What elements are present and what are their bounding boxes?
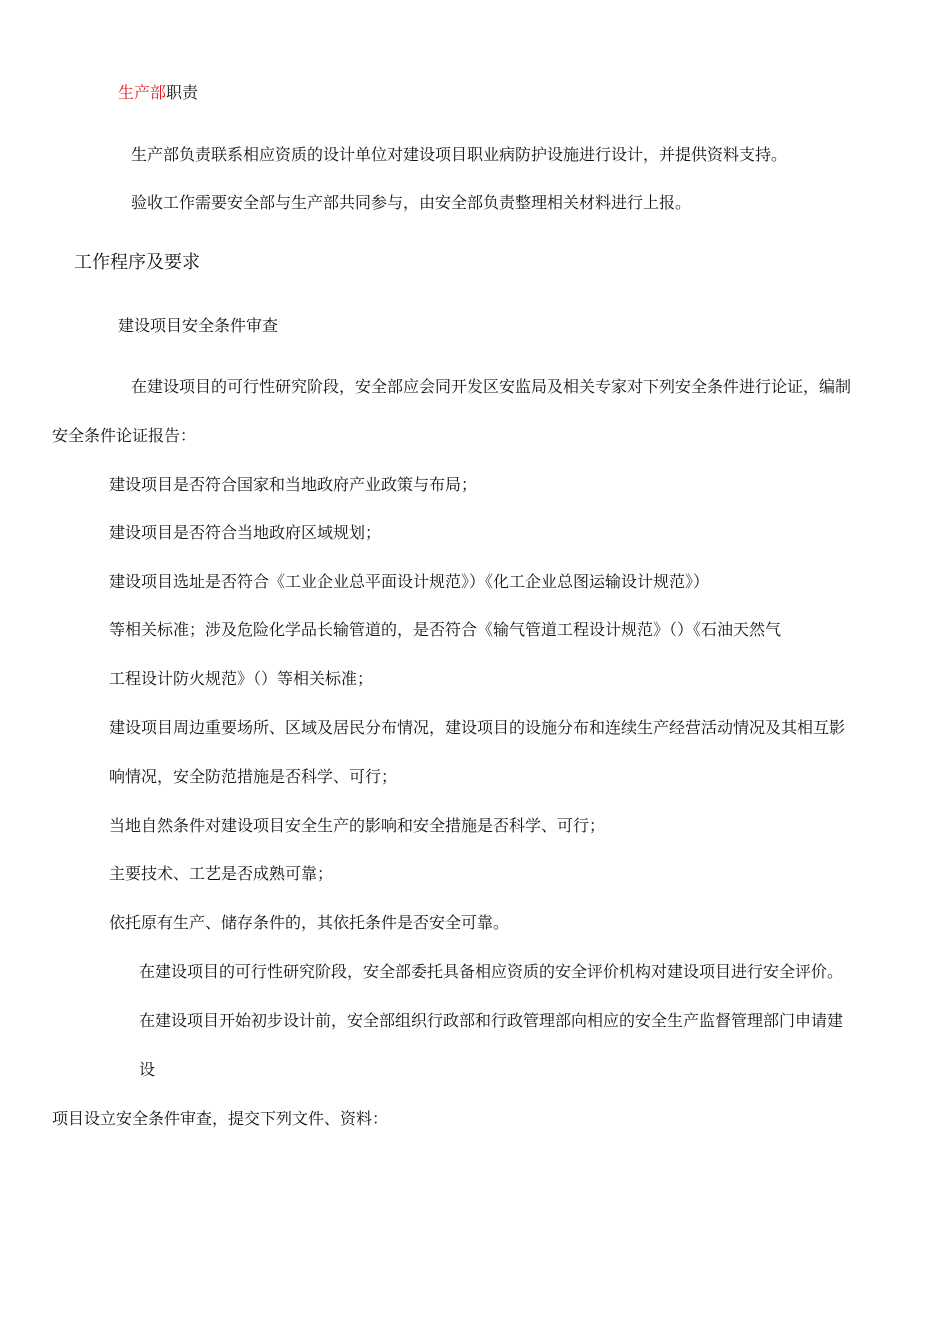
list-item: 当地自然条件对建设项目安全生产的影响和安全措施是否科学、可行；	[109, 816, 606, 835]
paragraph-application-line-2: 设	[139, 1060, 156, 1079]
paragraph-acceptance: 验收工作需要安全部与生产部共同参与，由安全部负责整理相关材料进行上报。	[131, 193, 692, 212]
subsection-heading: 建设项目安全条件审查	[118, 316, 279, 335]
section-title-rest: 职责	[166, 83, 199, 102]
list-item: 建设项目周边重要场所、区域及居民分布情况，建设项目的设施分布和连续生产经营活动情况及其相互影	[109, 718, 846, 737]
list-item: 依托原有生产、储存条件的，其依托条件是否安全可靠。	[109, 913, 510, 932]
intro-line-1: 在建设项目的可行性研究阶段，安全部应会同开发区安监局及相关专家对下列安全条件进行论证，编制	[131, 377, 852, 396]
section-title-highlight: 生产部	[118, 83, 167, 102]
paragraph-application-line-1: 在建设项目开始初步设计前，安全部组织行政部和行政管理部向相应的安全生产监督管理部门申请建	[139, 1011, 844, 1030]
list-item: 建设项目是否符合国家和当地政府产业政策与布局；	[109, 475, 478, 494]
paragraph-application-line-3: 项目设立安全条件审查，提交下列文件、资料：	[52, 1109, 389, 1128]
intro-line-2: 安全条件论证报告：	[52, 426, 197, 445]
section-heading: 工作程序及要求	[74, 252, 200, 273]
list-item: 工程设计防火规范》（）等相关标准；	[109, 669, 374, 688]
paragraph-safety-evaluation: 在建设项目的可行性研究阶段，安全部委托具备相应资质的安全评价机构对建设项目进行安全评价。	[139, 962, 844, 981]
list-item: 主要技术、工艺是否成熟可靠；	[109, 864, 334, 883]
section-title	[118, 82, 198, 104]
paragraph-production-duty: 生产部负责联系相应资质的设计单位对建设项目职业病防护设施进行设计，并提供资料支持。	[131, 145, 788, 164]
list-item: 响情况，安全防范措施是否科学、可行；	[109, 767, 398, 786]
list-item: 建设项目是否符合当地政府区域规划；	[109, 523, 382, 542]
list-item: 建设项目选址是否符合《工业企业总平面设计规范》）《化工企业总图运输设计规范》）	[109, 572, 710, 591]
list-item: 等相关标准；涉及危险化学品长输管道的，是否符合《输气管道工程设计规范》（）《石油天然气	[109, 620, 782, 639]
